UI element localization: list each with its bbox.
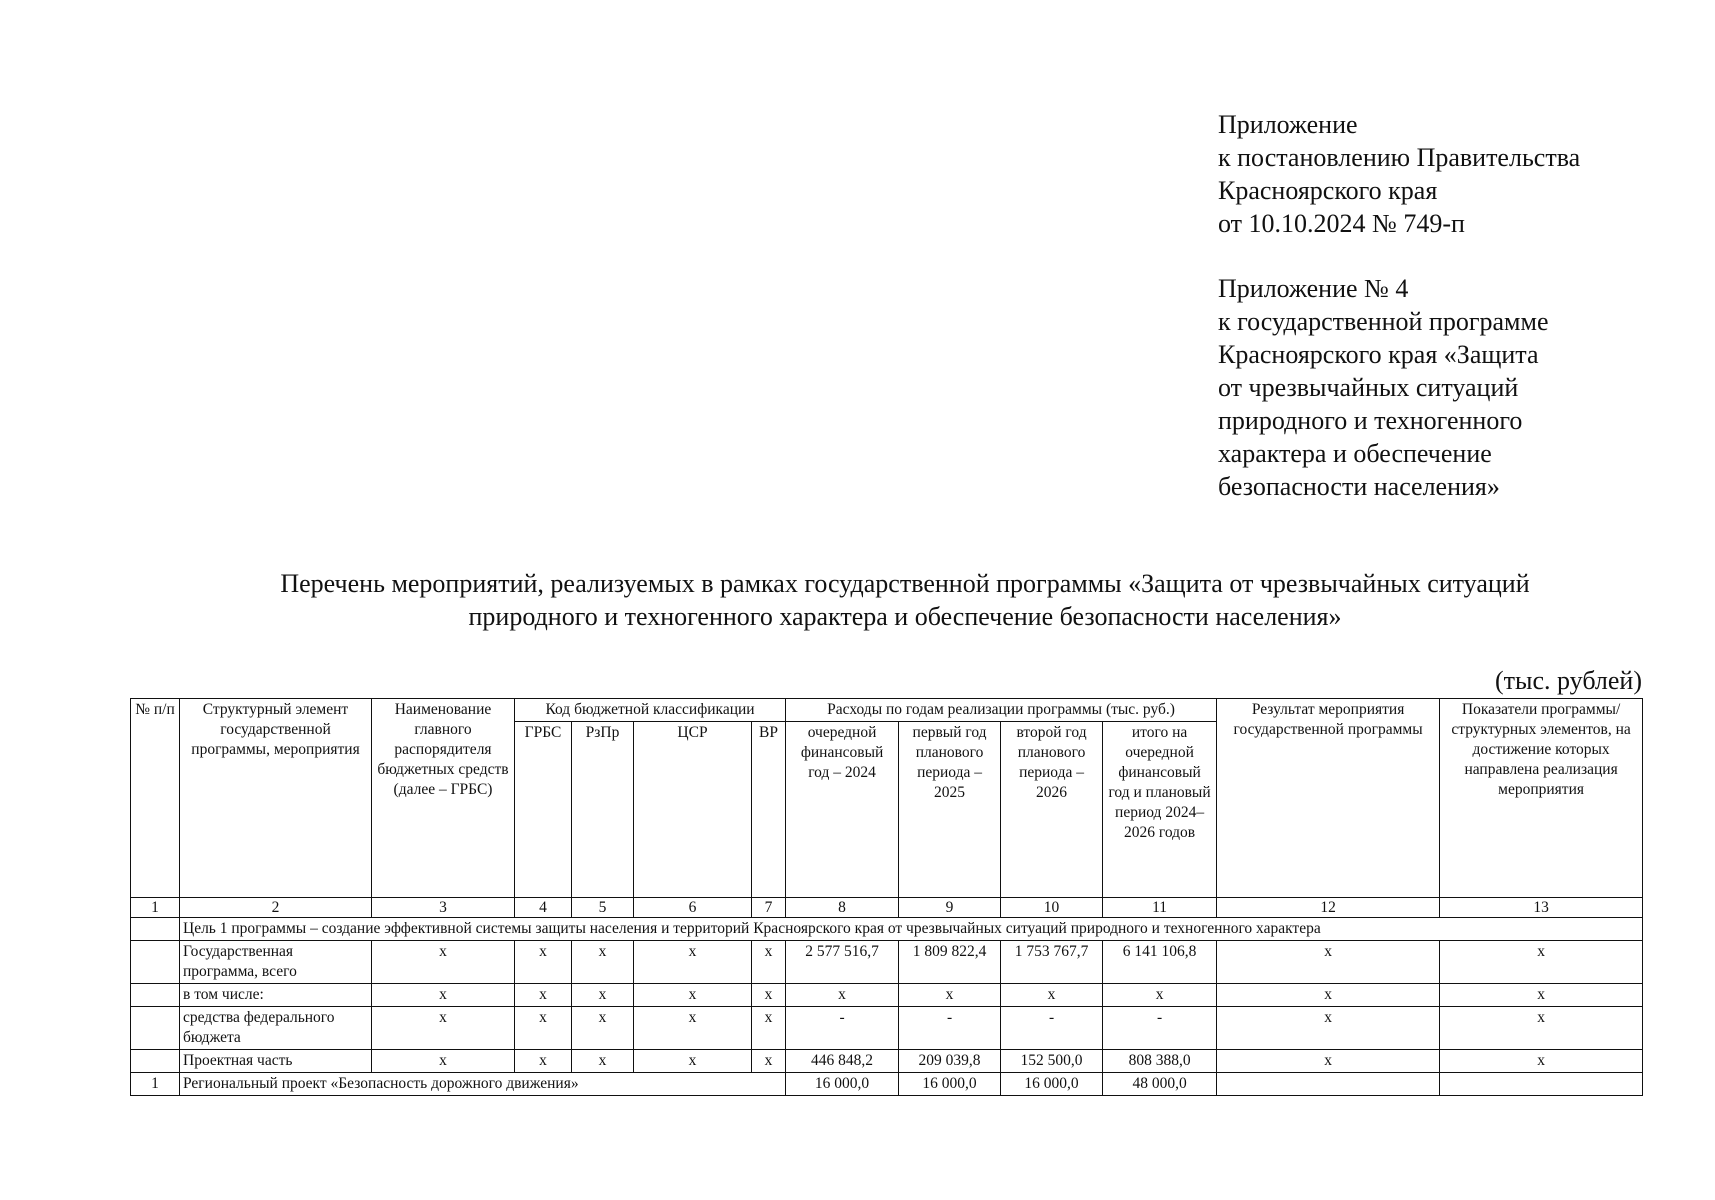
cell-vr: х xyxy=(752,1050,786,1073)
cell-num xyxy=(131,1050,180,1073)
cell-grbs-name: х xyxy=(372,1007,515,1050)
header-rzpr: РзПр xyxy=(572,722,634,898)
column-number: 1 xyxy=(131,898,180,918)
cell-grbs-name: х xyxy=(372,984,515,1007)
annex-main-line: Красноярского края xyxy=(1218,176,1438,205)
column-number: 9 xyxy=(899,898,1001,918)
column-number: 11 xyxy=(1103,898,1217,918)
goal-num-cell xyxy=(131,918,180,941)
header-vr: ВР xyxy=(752,722,786,898)
project-result xyxy=(1217,1073,1440,1096)
column-number: 13 xyxy=(1440,898,1643,918)
cell-y2026: - xyxy=(1001,1007,1103,1050)
annex-main-line: Приложение xyxy=(1218,110,1358,139)
cell-grbs: х xyxy=(515,1050,572,1073)
cell-vr: х xyxy=(752,984,786,1007)
annex-program-line: от чрезвычайных ситуаций xyxy=(1218,373,1519,402)
column-number: 4 xyxy=(515,898,572,918)
cell-rzpr: х xyxy=(572,984,634,1007)
cell-result: х xyxy=(1217,984,1440,1007)
column-number: 6 xyxy=(634,898,752,918)
annex-program-line: характера и обеспечение xyxy=(1218,439,1492,468)
annex-main-line: от 10.10.2024 № 749-п xyxy=(1218,209,1465,238)
column-number: 7 xyxy=(752,898,786,918)
cell-indicators: х xyxy=(1440,1007,1643,1050)
column-number-row xyxy=(131,898,1643,918)
cell-grbs-name: х xyxy=(372,1050,515,1073)
header-element: Структурный элемент государственной программы, мероприятия xyxy=(180,699,372,898)
header-y2026: второй год планового периода – 2026 xyxy=(1001,722,1103,898)
header-budget-code: Код бюджетной классификации xyxy=(515,699,786,722)
cell-csr: х xyxy=(634,1050,752,1073)
project-name: Региональный проект «Безопасность дорожного движения» xyxy=(180,1073,786,1096)
project-total: 48 000,0 xyxy=(1103,1073,1217,1096)
header-grbs: ГРБС xyxy=(515,722,572,898)
cell-total: 6 141 106,8 xyxy=(1103,941,1217,984)
column-number: 12 xyxy=(1217,898,1440,918)
header-num: № п/п xyxy=(131,699,180,898)
cell-num xyxy=(131,1007,180,1050)
annex-main-line: к постановлению Правительства xyxy=(1218,143,1581,172)
cell-vr: х xyxy=(752,941,786,984)
header-y2025: первый год планового периода – 2025 xyxy=(899,722,1001,898)
table-row xyxy=(131,1050,1643,1073)
project-row xyxy=(131,1073,1643,1096)
cell-result: х xyxy=(1217,1007,1440,1050)
cell-total: х xyxy=(1103,984,1217,1007)
cell-y2026: 1 753 767,7 xyxy=(1001,941,1103,984)
column-number: 5 xyxy=(572,898,634,918)
annex-program-line: к государственной программе xyxy=(1218,307,1549,336)
cell-rzpr: х xyxy=(572,941,634,984)
cell-y2025: 1 809 822,4 xyxy=(899,941,1001,984)
cell-y2024: х xyxy=(786,984,899,1007)
title-line-2: природного и техногенного характера и обеспечение безопасности населения» xyxy=(468,602,1342,631)
cell-num xyxy=(131,941,180,984)
cell-grbs: х xyxy=(515,984,572,1007)
cell-grbs-name: х xyxy=(372,941,515,984)
cell-name: Проектная часть xyxy=(180,1050,372,1073)
cell-num xyxy=(131,984,180,1007)
column-number: 8 xyxy=(786,898,899,918)
cell-y2024: 446 848,2 xyxy=(786,1050,899,1073)
cell-rzpr: х xyxy=(572,1050,634,1073)
project-indicators xyxy=(1440,1073,1643,1096)
cell-indicators: х xyxy=(1440,984,1643,1007)
cell-y2025: - xyxy=(899,1007,1001,1050)
header-indicators: Показатели программы/ структурных элементов, на достижение которых направлена реализация мероприятия xyxy=(1440,699,1643,898)
column-number: 3 xyxy=(372,898,515,918)
annex-program-line: Приложение № 4 xyxy=(1218,274,1409,303)
units-label: (тыс. рублей) xyxy=(1494,666,1642,695)
cell-y2024: 2 577 516,7 xyxy=(786,941,899,984)
cell-grbs: х xyxy=(515,1007,572,1050)
cell-name: Государственная программа, всего xyxy=(180,941,372,984)
header-expenses: Расходы по годам реализации программы (тыс. руб.) xyxy=(786,699,1217,722)
table-row xyxy=(131,941,1643,984)
cell-name: в том числе: xyxy=(180,984,372,1007)
table-row xyxy=(131,984,1643,1007)
table-row xyxy=(131,1007,1643,1050)
project-num: 1 xyxy=(131,1073,180,1096)
cell-indicators: х xyxy=(1440,941,1643,984)
cell-y2025: 209 039,8 xyxy=(899,1050,1001,1073)
goal-row xyxy=(131,918,1643,941)
cell-csr: х xyxy=(634,1007,752,1050)
header-total: итого на очередной финансовый год и плановый период 2024–2026 годов xyxy=(1103,722,1217,898)
cell-total: 808 388,0 xyxy=(1103,1050,1217,1073)
cell-total: - xyxy=(1103,1007,1217,1050)
cell-indicators: х xyxy=(1440,1050,1643,1073)
column-number: 10 xyxy=(1001,898,1103,918)
column-number: 2 xyxy=(180,898,372,918)
cell-name: средства федерального бюджета xyxy=(180,1007,372,1050)
cell-result: х xyxy=(1217,941,1440,984)
annex-main-block xyxy=(1218,108,1698,240)
cell-y2024: - xyxy=(786,1007,899,1050)
header-csr: ЦСР xyxy=(634,722,752,898)
cell-y2025: х xyxy=(899,984,1001,1007)
project-y2024: 16 000,0 xyxy=(786,1073,899,1096)
annex-program-line: природного и техногенного xyxy=(1218,406,1523,435)
annex-program-line: Красноярского края «Защита xyxy=(1218,340,1539,369)
cell-y2026: х xyxy=(1001,984,1103,1007)
cell-y2026: 152 500,0 xyxy=(1001,1050,1103,1073)
title-line-1: Перечень мероприятий, реализуемых в рамках государственной программы «Защита от чрезвычайных ситуаций xyxy=(280,569,1530,598)
cell-vr: х xyxy=(752,1007,786,1050)
cell-result: х xyxy=(1217,1050,1440,1073)
cell-csr: х xyxy=(634,941,752,984)
measures-table xyxy=(130,698,1643,1096)
cell-grbs: х xyxy=(515,941,572,984)
header-result: Результат мероприятия государственной программы xyxy=(1217,699,1440,898)
goal-text: Цель 1 программы – создание эффективной системы защиты населения и территорий Красноярского края от чрезвычайных ситуаций природного и техногенного характера xyxy=(180,918,1643,941)
project-y2025: 16 000,0 xyxy=(899,1073,1001,1096)
annex-program-line: безопасности населения» xyxy=(1218,472,1500,501)
annex-program-block xyxy=(1218,272,1698,503)
document-title xyxy=(120,567,1690,633)
header-y2024: очередной финансовый год – 2024 xyxy=(786,722,899,898)
cell-csr: х xyxy=(634,984,752,1007)
cell-rzpr: х xyxy=(572,1007,634,1050)
header-grbs-name: Наименование главного распорядителя бюджетных средств (далее – ГРБС) xyxy=(372,699,515,898)
project-y2026: 16 000,0 xyxy=(1001,1073,1103,1096)
